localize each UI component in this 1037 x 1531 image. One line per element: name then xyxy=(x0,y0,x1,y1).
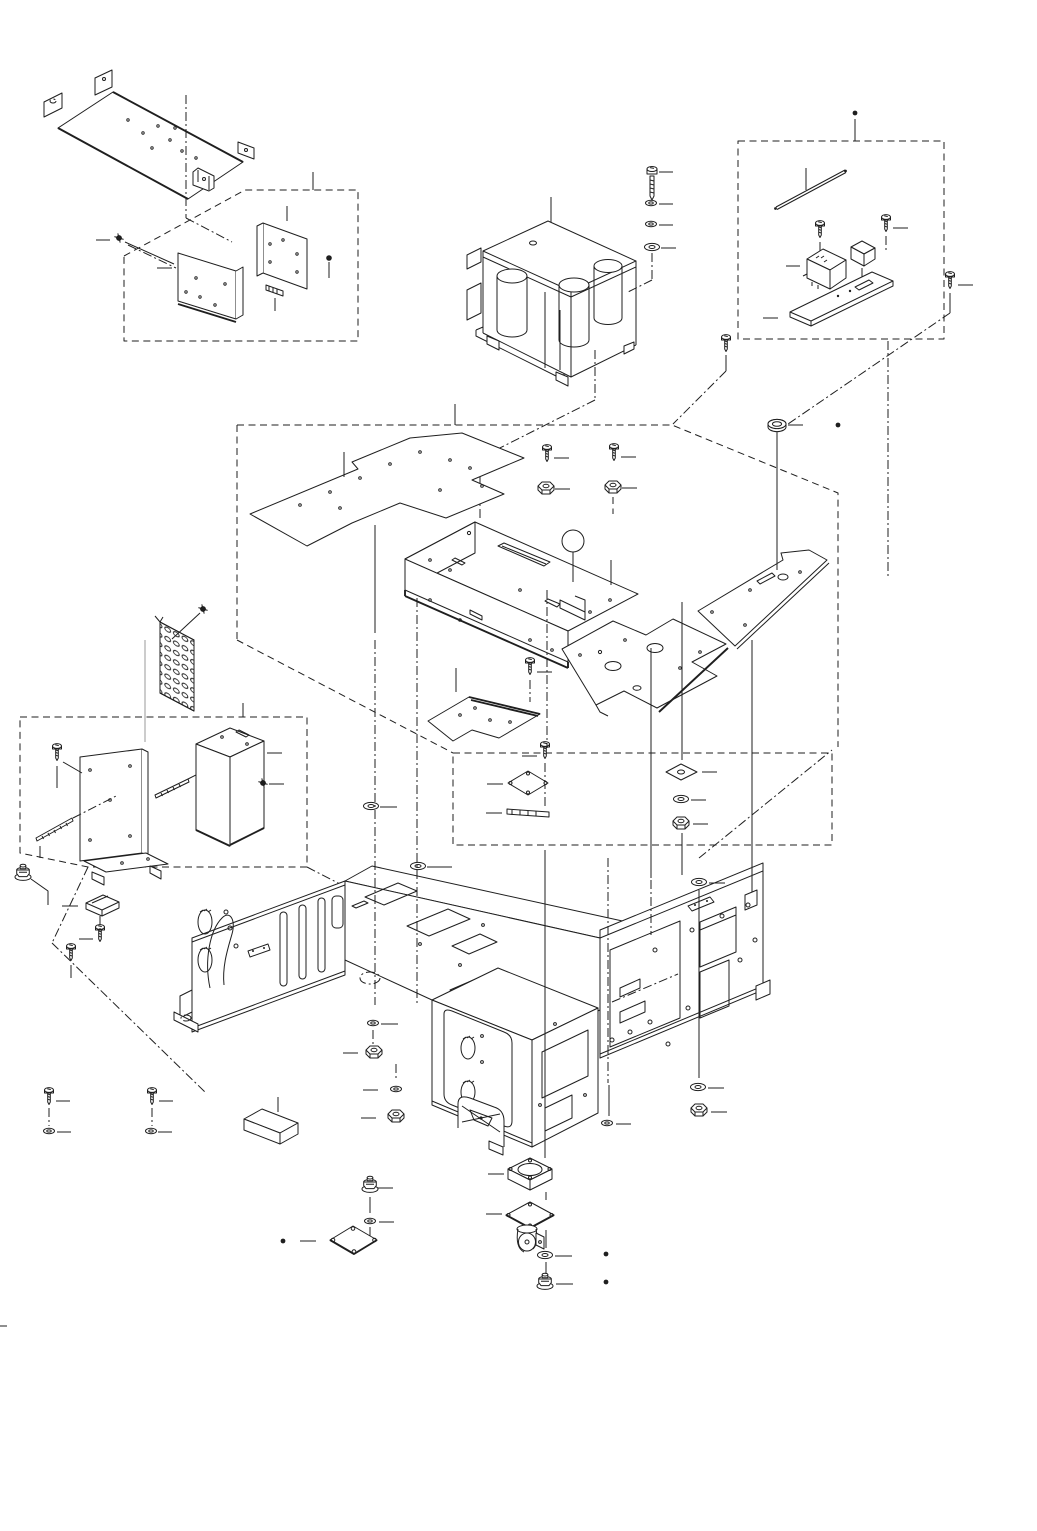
reference-dot xyxy=(604,1280,609,1285)
foam-block xyxy=(244,1097,298,1144)
transformer-coil-2 xyxy=(559,278,589,347)
empty-callout-balloon xyxy=(562,530,584,552)
reference-dot xyxy=(604,1252,609,1257)
small-pcb-plate xyxy=(487,771,548,795)
shield-panel-lower-left xyxy=(428,668,540,741)
caster-assembly xyxy=(486,1158,608,1289)
vent-grille xyxy=(145,604,208,742)
transformer-coil-3 xyxy=(594,260,622,325)
caster-plate xyxy=(486,1202,554,1228)
bracket-panels-group xyxy=(96,206,332,322)
caster-spacer-block xyxy=(488,1158,552,1190)
caster-wheel xyxy=(517,1225,544,1252)
small-parts-dashed-box-boundary xyxy=(453,753,832,845)
relay-block-large xyxy=(803,249,846,289)
relay-plate-group xyxy=(673,168,973,577)
small-bracket xyxy=(62,895,119,916)
transformer-bolt-stack xyxy=(628,167,676,293)
reference-dot xyxy=(281,1239,286,1244)
standoff-cylinder xyxy=(266,285,283,311)
terminal-back-plate xyxy=(80,749,168,885)
terminal-cover-box xyxy=(196,728,282,846)
reference-dot xyxy=(836,423,841,428)
shield-panel-cross xyxy=(562,619,728,716)
chassis-right-wall xyxy=(600,863,770,1058)
bottom-left-hardware xyxy=(44,1088,395,1254)
top-cover-tray xyxy=(44,70,254,268)
transformer-coil-1 xyxy=(497,269,527,337)
bolt-washer-plate-stack xyxy=(300,1176,394,1254)
square-washer-stack xyxy=(666,764,717,829)
flat-bar xyxy=(486,809,549,817)
chassis-left-wall xyxy=(174,881,345,1032)
shield-panel-right xyxy=(698,550,829,649)
screw-nut-pairs-center xyxy=(538,444,637,514)
